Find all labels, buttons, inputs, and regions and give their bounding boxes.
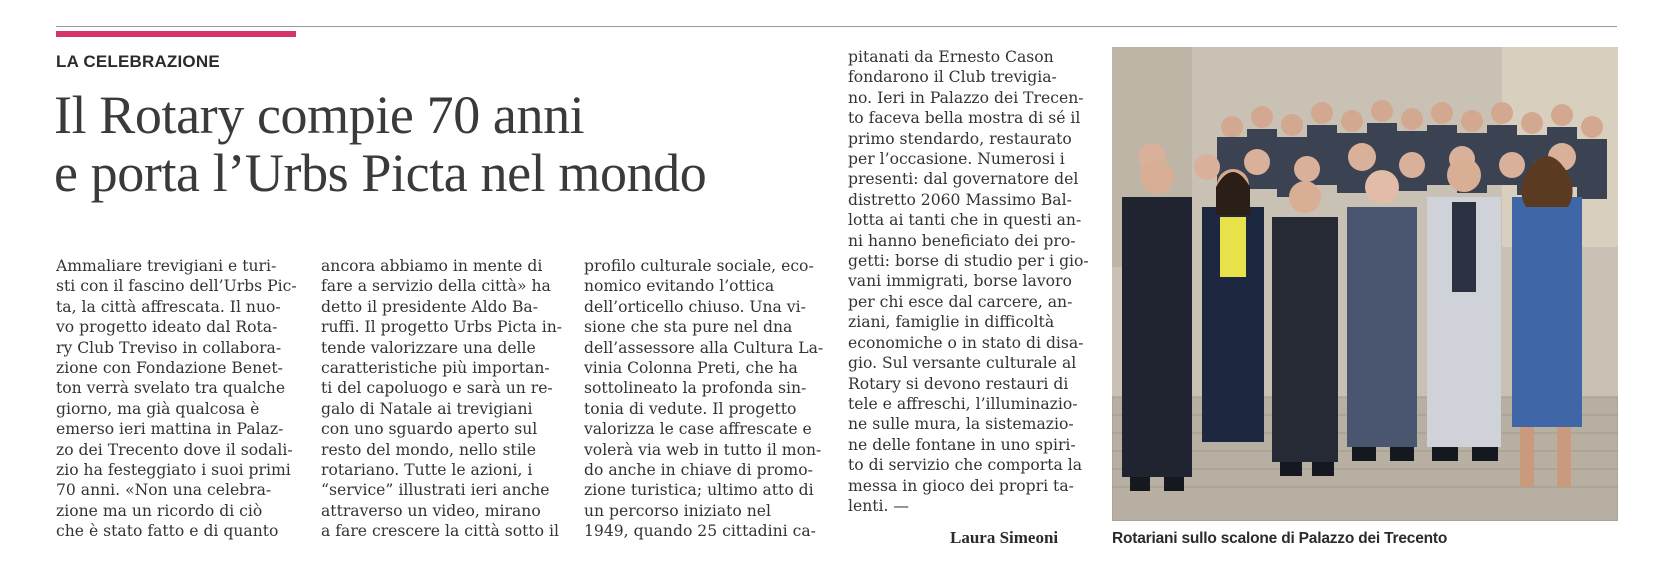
author-byline: Laura Simeoni xyxy=(950,528,1059,547)
text-line: ton verrà svelato tra qualche xyxy=(56,379,286,398)
text-line: zio ha festeggiato i suoi primi xyxy=(56,461,291,480)
text-line: Rotary si devono restauri di xyxy=(848,374,1069,393)
text-line: detto il presidente Aldo Ba- xyxy=(321,297,538,316)
text-line: distretto 2060 Massimo Bal- xyxy=(848,190,1072,209)
text-line: “service” illustrati ieri anche xyxy=(321,481,550,500)
text-line: 70 anni. «Non una celebra- xyxy=(56,481,272,500)
text-line: do anche in chiave di promo- xyxy=(584,461,813,480)
text-line: galo di Natale ai trevigiani xyxy=(321,399,533,418)
text-line: per chi esce dal carcere, an- xyxy=(848,292,1073,311)
text-line: ruffi. Il progetto Urbs Picta in- xyxy=(321,318,563,337)
text-line: a fare crescere la città sotto il xyxy=(321,522,559,541)
text-line: 1949, quando 25 cittadini ca- xyxy=(584,522,816,541)
text-line: sti con il fascino dell’Urbs Pic- xyxy=(56,277,297,296)
text-line: vinia Colonna Preti, che ha xyxy=(584,359,798,378)
text-line: giorno, ma già qualcosa è xyxy=(56,399,260,418)
body-column-3 xyxy=(584,256,824,542)
text-line: getti: borse di studio per i gio- xyxy=(848,252,1089,271)
text-line: ni hanno beneficiato dei pro- xyxy=(848,231,1076,250)
text-line: che è stato fatto e di quanto xyxy=(56,522,279,541)
text-line: sottolineato la profonda sin- xyxy=(584,379,807,398)
headline-line-1: Il Rotary compie 70 anni xyxy=(54,85,585,145)
text-line: ry Club Treviso in collabora- xyxy=(56,338,282,357)
text-line: ne sulle mura, la sistemazio- xyxy=(848,415,1074,434)
text-line: con uno sguardo aperto sul xyxy=(321,420,538,439)
text-line: pitanati da Ernesto Cason xyxy=(848,48,1054,66)
text-line: caratteristiche più importan- xyxy=(321,359,550,378)
group-photo-illustration xyxy=(1112,47,1618,521)
text-line: tende valorizzare una delle xyxy=(321,338,536,357)
text-line: messa in gioco dei propri ta- xyxy=(848,476,1074,495)
body-column-1 xyxy=(56,256,296,542)
text-line: ziani, famiglie in difficoltà xyxy=(848,313,1055,332)
text-line: zione turistica; ultimo atto di xyxy=(584,481,814,500)
text-line: presenti: dal governatore del xyxy=(848,170,1079,189)
group-photo xyxy=(1112,47,1618,521)
text-line: gio. Sul versante culturale al xyxy=(848,354,1077,373)
text-line: volerà via web in tutto il mon- xyxy=(584,440,822,459)
text-line: emerso ieri mattina in Palaz- xyxy=(56,420,284,439)
text-line: zo dei Trecento dove il sodali- xyxy=(56,440,293,459)
text-line: ta, la città affrescata. Il nuo- xyxy=(56,297,281,316)
text-line: economiche o in stato di disa- xyxy=(848,333,1084,352)
section-accent-bar xyxy=(56,31,296,37)
article-headline xyxy=(54,86,706,202)
text-line: valorizza le case affrescate e xyxy=(584,420,812,439)
text-line: lotta ai tanti che in questi an- xyxy=(848,211,1082,230)
body-column-2 xyxy=(321,256,561,542)
body-column-4 xyxy=(848,47,1088,516)
text-line: no. Ieri in Palazzo dei Trecen- xyxy=(848,88,1084,107)
text-line: ne delle fontane in uno spiri- xyxy=(848,435,1076,454)
text-line: profilo culturale sociale, eco- xyxy=(584,257,814,275)
text-line: rotariano. Tutte le azioni, i xyxy=(321,461,533,480)
text-line: fondarono il Club trevigia- xyxy=(848,68,1057,87)
top-rule xyxy=(56,26,1617,27)
text-line: nomico evitando l’ottica xyxy=(584,277,775,296)
text-line: zione con Fondazione Benet- xyxy=(56,359,283,378)
text-line: attraverso un video, mirano xyxy=(321,501,541,520)
text-line: dell’orticello chiuso. Una vi- xyxy=(584,297,806,316)
text-line: zione ma un ricordo di ciò xyxy=(56,501,263,520)
headline-line-2: e porta l’Urbs Picta nel mondo xyxy=(54,143,707,203)
text-line: to di servizio che comporta la xyxy=(848,456,1083,475)
text-line: per l’occasione. Numerosi i xyxy=(848,150,1065,169)
photo-caption: Rotariani sullo scalone di Palazzo dei Trecento xyxy=(1112,530,1448,547)
text-line: ancora abbiamo in mente di xyxy=(321,257,543,275)
text-line: vo progetto ideato dal Rota- xyxy=(56,318,278,337)
text-line: fare a servizio della città» ha xyxy=(321,277,551,296)
text-line: tele e affreschi, l’illuminazio- xyxy=(848,394,1078,413)
text-line: vani immigrati, borse lavoro xyxy=(848,272,1072,291)
text-line: primo stendardo, restaurato xyxy=(848,129,1072,148)
text-line: dell’assessore alla Cultura La- xyxy=(584,338,824,357)
text-line: sione che sta pure nel dna xyxy=(584,318,793,337)
text-line: to faceva bella mostra di sé il xyxy=(848,109,1081,128)
text-line: ti del capoluogo e sarà un re- xyxy=(321,379,553,398)
text-line: un percorso iniziato nel xyxy=(584,501,772,520)
text-line: Ammaliare trevigiani e turi- xyxy=(56,257,277,275)
section-kicker: LA CELEBRAZIONE xyxy=(56,52,220,71)
text-line: lenti. — xyxy=(848,496,910,515)
text-line: tonia di vedute. Il progetto xyxy=(584,399,797,418)
text-line: resto del mondo, nello stile xyxy=(321,440,537,459)
